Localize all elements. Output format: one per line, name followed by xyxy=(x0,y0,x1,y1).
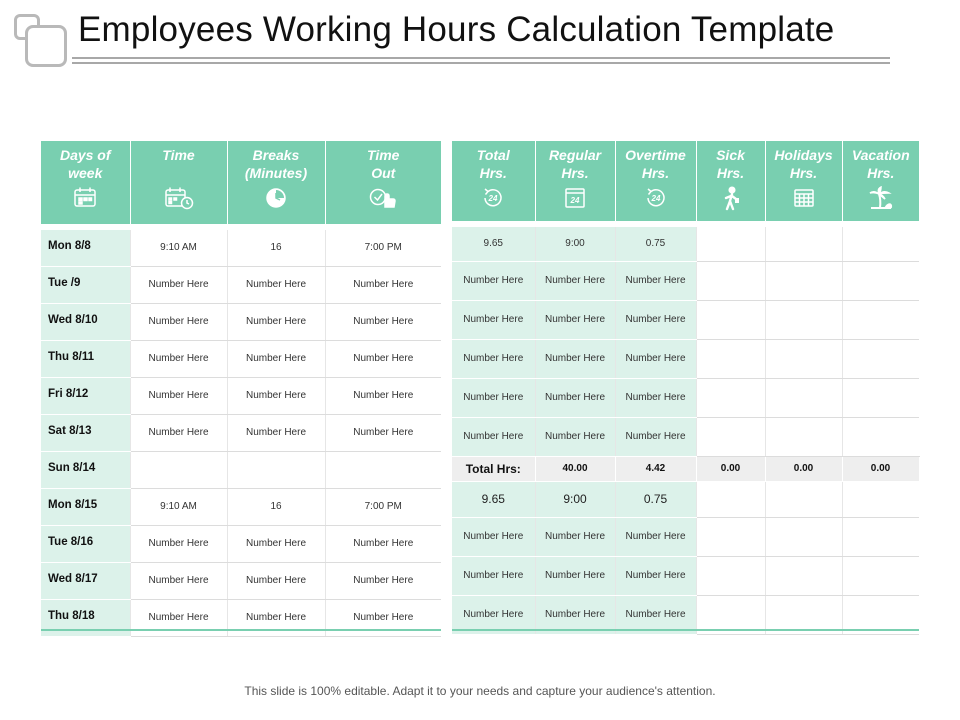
day-cell: Mon 8/15 xyxy=(41,488,130,525)
time-cell[interactable]: Number Here xyxy=(130,303,227,340)
overtime-hrs-cell[interactable]: Number Here xyxy=(615,517,696,556)
regular-hrs-cell[interactable]: Number Here xyxy=(535,261,615,300)
breaks-cell[interactable]: Number Here xyxy=(227,303,325,340)
day-cell: Sat 8/13 xyxy=(41,414,130,451)
time-cell[interactable]: Number Here xyxy=(130,377,227,414)
sick-hrs-cell[interactable] xyxy=(696,417,765,456)
svg-text:24: 24 xyxy=(488,194,498,203)
svg-text:24: 24 xyxy=(651,194,660,203)
overtime-hrs-cell[interactable]: Number Here xyxy=(615,556,696,595)
header-vacation-hrs: Vacation Hrs. xyxy=(842,141,919,221)
time-out-cell[interactable]: Number Here xyxy=(325,525,441,562)
vacation-hrs-cell[interactable] xyxy=(842,261,919,300)
sick-hrs-cell[interactable] xyxy=(696,378,765,417)
overtime-hrs-cell[interactable]: Number Here xyxy=(615,417,696,456)
overtime-hrs-cell[interactable]: Number Here xyxy=(615,339,696,378)
table-header-row xyxy=(41,141,441,224)
time-out-cell[interactable]: Number Here xyxy=(325,266,441,303)
overtime-hrs-cell[interactable]: 0.75 xyxy=(615,227,696,261)
24h-cycle-icon xyxy=(616,186,696,214)
breaks-cell[interactable] xyxy=(227,451,325,488)
regular-hrs-cell[interactable]: Number Here xyxy=(535,556,615,595)
table-row xyxy=(41,488,441,525)
table-row xyxy=(452,261,919,300)
table-row xyxy=(41,303,441,340)
vacation-hrs-cell[interactable] xyxy=(842,227,919,261)
time-out-cell[interactable]: Number Here xyxy=(325,414,441,451)
overtime-hrs-cell[interactable]: Number Here xyxy=(615,261,696,300)
holidays-hrs-cell[interactable] xyxy=(765,556,842,595)
breaks-cell[interactable]: Number Here xyxy=(227,562,325,599)
holidays-hrs-cell[interactable] xyxy=(765,300,842,339)
header-overtime-hrs: Overtime Hrs. 24 xyxy=(615,141,696,221)
table-row xyxy=(41,230,441,266)
overtime-hrs-cell[interactable]: Number Here xyxy=(615,378,696,417)
total-hrs-cell[interactable]: 9.65 xyxy=(452,227,535,261)
vacation-hrs-cell[interactable] xyxy=(842,378,919,417)
vacation-hrs-cell[interactable] xyxy=(842,417,919,456)
day-cell: Sun 8/14 xyxy=(41,451,130,488)
clock-hand-icon xyxy=(326,186,442,214)
time-out-cell[interactable]: Number Here xyxy=(325,303,441,340)
hours-summary-table xyxy=(452,141,920,635)
holidays-hrs-cell[interactable] xyxy=(765,517,842,556)
table-row xyxy=(452,481,919,517)
regular-hrs-cell[interactable]: 9:00 xyxy=(535,227,615,261)
day-cell: Wed 8/17 xyxy=(41,562,130,599)
calendar-grid-icon xyxy=(766,186,842,214)
24h-calendar-icon xyxy=(536,186,615,214)
table-row xyxy=(452,378,919,417)
table-row xyxy=(41,414,441,451)
table-row xyxy=(41,525,441,562)
holidays-hrs-cell[interactable] xyxy=(765,417,842,456)
header-days-of-week: Days of week xyxy=(41,141,130,224)
time-cell[interactable]: Number Here xyxy=(130,340,227,377)
total-hrs-cell[interactable]: Number Here xyxy=(452,517,535,556)
day-cell: Fri 8/12 xyxy=(41,377,130,414)
svg-text:24: 24 xyxy=(570,196,580,205)
vacation-hrs-cell[interactable] xyxy=(842,339,919,378)
sick-hrs-cell[interactable] xyxy=(696,227,765,261)
breaks-cell[interactable]: Number Here xyxy=(227,340,325,377)
table-row xyxy=(41,451,441,488)
holidays-hrs-cell[interactable] xyxy=(765,227,842,261)
total-vacation-value: 0.00 xyxy=(842,456,919,481)
holidays-hrs-cell[interactable] xyxy=(765,481,842,517)
overtime-hrs-cell[interactable]: Number Here xyxy=(615,300,696,339)
day-cell: Tue /9 xyxy=(41,266,130,303)
regular-hrs-cell[interactable]: Number Here xyxy=(535,378,615,417)
logo-icon xyxy=(14,14,68,68)
holidays-hrs-cell[interactable] xyxy=(765,378,842,417)
table-row xyxy=(41,562,441,599)
page-title: Employees Working Hours Calculation Template xyxy=(78,10,835,49)
table-row xyxy=(41,266,441,303)
header-regular-hrs: Regular Hrs. 24 xyxy=(535,141,615,221)
vacation-hrs-cell[interactable] xyxy=(842,300,919,339)
table-row xyxy=(452,417,919,456)
table-row xyxy=(452,517,919,556)
day-cell: Thu 8/11 xyxy=(41,340,130,377)
holidays-hrs-cell[interactable] xyxy=(765,261,842,300)
sick-hrs-cell[interactable] xyxy=(696,517,765,556)
total-hrs-cell[interactable]: Number Here xyxy=(452,261,535,300)
total-regular-value: 40.00 xyxy=(535,456,615,481)
regular-hrs-cell[interactable]: 9:00 xyxy=(535,481,615,517)
sick-hrs-cell[interactable] xyxy=(696,300,765,339)
total-hrs-cell[interactable]: Number Here xyxy=(452,417,535,456)
table-row xyxy=(452,339,919,378)
totals-row xyxy=(452,456,919,481)
breaks-cell[interactable]: Number Here xyxy=(227,266,325,303)
time-cell[interactable]: 9:10 AM xyxy=(130,230,227,266)
total-hrs-cell[interactable]: Number Here xyxy=(452,339,535,378)
time-cell[interactable]: Number Here xyxy=(130,414,227,451)
sick-hrs-cell[interactable] xyxy=(696,556,765,595)
header-breaks: Breaks (Minutes) xyxy=(227,141,325,224)
total-sick-value: 0.00 xyxy=(696,456,765,481)
time-cell[interactable]: Number Here xyxy=(130,525,227,562)
table-bottom-border xyxy=(41,629,441,631)
day-cell: Tue 8/16 xyxy=(41,525,130,562)
holidays-hrs-cell[interactable] xyxy=(765,339,842,378)
table-row xyxy=(41,377,441,414)
total-hrs-cell[interactable]: 9.65 xyxy=(452,481,535,517)
vacation-hrs-cell[interactable] xyxy=(842,517,919,556)
day-cell: Wed 8/10 xyxy=(41,303,130,340)
overtime-hrs-cell[interactable]: Number Here xyxy=(615,595,696,634)
vacation-hrs-cell[interactable] xyxy=(842,556,919,595)
time-out-cell[interactable]: 7:00 PM xyxy=(325,230,441,266)
pie-clock-icon xyxy=(228,186,325,214)
vacation-hrs-cell[interactable] xyxy=(842,481,919,517)
total-holidays-value: 0.00 xyxy=(765,456,842,481)
calendar-clock-icon xyxy=(131,186,227,214)
breaks-cell[interactable]: 16 xyxy=(227,488,325,525)
sick-hrs-cell[interactable] xyxy=(696,481,765,517)
regular-hrs-cell[interactable]: Number Here xyxy=(535,417,615,456)
palm-tree-icon xyxy=(843,186,920,216)
regular-hrs-cell[interactable]: Number Here xyxy=(535,517,615,556)
total-hrs-cell[interactable]: Number Here xyxy=(452,595,535,634)
calendar-icon xyxy=(41,186,130,212)
breaks-cell[interactable]: 16 xyxy=(227,230,325,266)
breaks-cell[interactable]: Number Here xyxy=(227,414,325,451)
header-time: Time xyxy=(130,141,227,224)
header-sick-hrs: Sick Hrs. xyxy=(696,141,765,221)
title-divider xyxy=(72,62,890,64)
day-cell: Mon 8/8 xyxy=(41,230,130,266)
table-row xyxy=(452,227,919,261)
breaks-cell[interactable]: Number Here xyxy=(227,377,325,414)
table-row xyxy=(41,340,441,377)
table-row xyxy=(452,300,919,339)
table-header-row xyxy=(452,141,919,221)
regular-hrs-cell[interactable]: Number Here xyxy=(535,300,615,339)
table-row xyxy=(452,556,919,595)
totals-label: Total Hrs: xyxy=(452,456,535,481)
time-out-cell[interactable]: Number Here xyxy=(325,340,441,377)
time-out-cell[interactable]: 7:00 PM xyxy=(325,488,441,525)
breaks-cell[interactable]: Number Here xyxy=(227,525,325,562)
table-bottom-border xyxy=(452,629,919,631)
24h-cycle-icon xyxy=(452,186,535,214)
time-out-cell[interactable]: Number Here xyxy=(325,599,441,636)
breaks-cell[interactable]: Number Here xyxy=(227,599,325,636)
total-hrs-cell[interactable]: Number Here xyxy=(452,556,535,595)
time-cell[interactable]: 9:10 AM xyxy=(130,488,227,525)
header-total-hrs: Total Hrs. 24 xyxy=(452,141,535,221)
time-out-cell[interactable]: Number Here xyxy=(325,377,441,414)
time-cell[interactable]: Number Here xyxy=(130,562,227,599)
sick-person-icon xyxy=(697,186,765,216)
time-cell[interactable]: Number Here xyxy=(130,266,227,303)
days-time-table xyxy=(41,141,441,637)
regular-hrs-cell[interactable]: Number Here xyxy=(535,595,615,634)
time-cell[interactable] xyxy=(130,451,227,488)
total-hrs-cell[interactable]: Number Here xyxy=(452,378,535,417)
sick-hrs-cell[interactable] xyxy=(696,261,765,300)
footer-caption: This slide is 100% editable. Adapt it to your needs and capture your audience's attention. xyxy=(244,684,716,698)
regular-hrs-cell[interactable]: Number Here xyxy=(535,339,615,378)
time-out-cell[interactable]: Number Here xyxy=(325,562,441,599)
header-holidays-hrs: Holidays Hrs. xyxy=(765,141,842,221)
title-divider xyxy=(72,57,890,59)
total-overtime-value: 4.42 xyxy=(615,456,696,481)
total-hrs-cell[interactable]: Number Here xyxy=(452,300,535,339)
sick-hrs-cell[interactable] xyxy=(696,339,765,378)
header-time-out: Time Out xyxy=(325,141,441,224)
time-out-cell[interactable] xyxy=(325,451,441,488)
overtime-hrs-cell[interactable]: 0.75 xyxy=(615,481,696,517)
day-cell: Thu 8/18 xyxy=(41,599,130,636)
time-cell[interactable]: Number Here xyxy=(130,599,227,636)
